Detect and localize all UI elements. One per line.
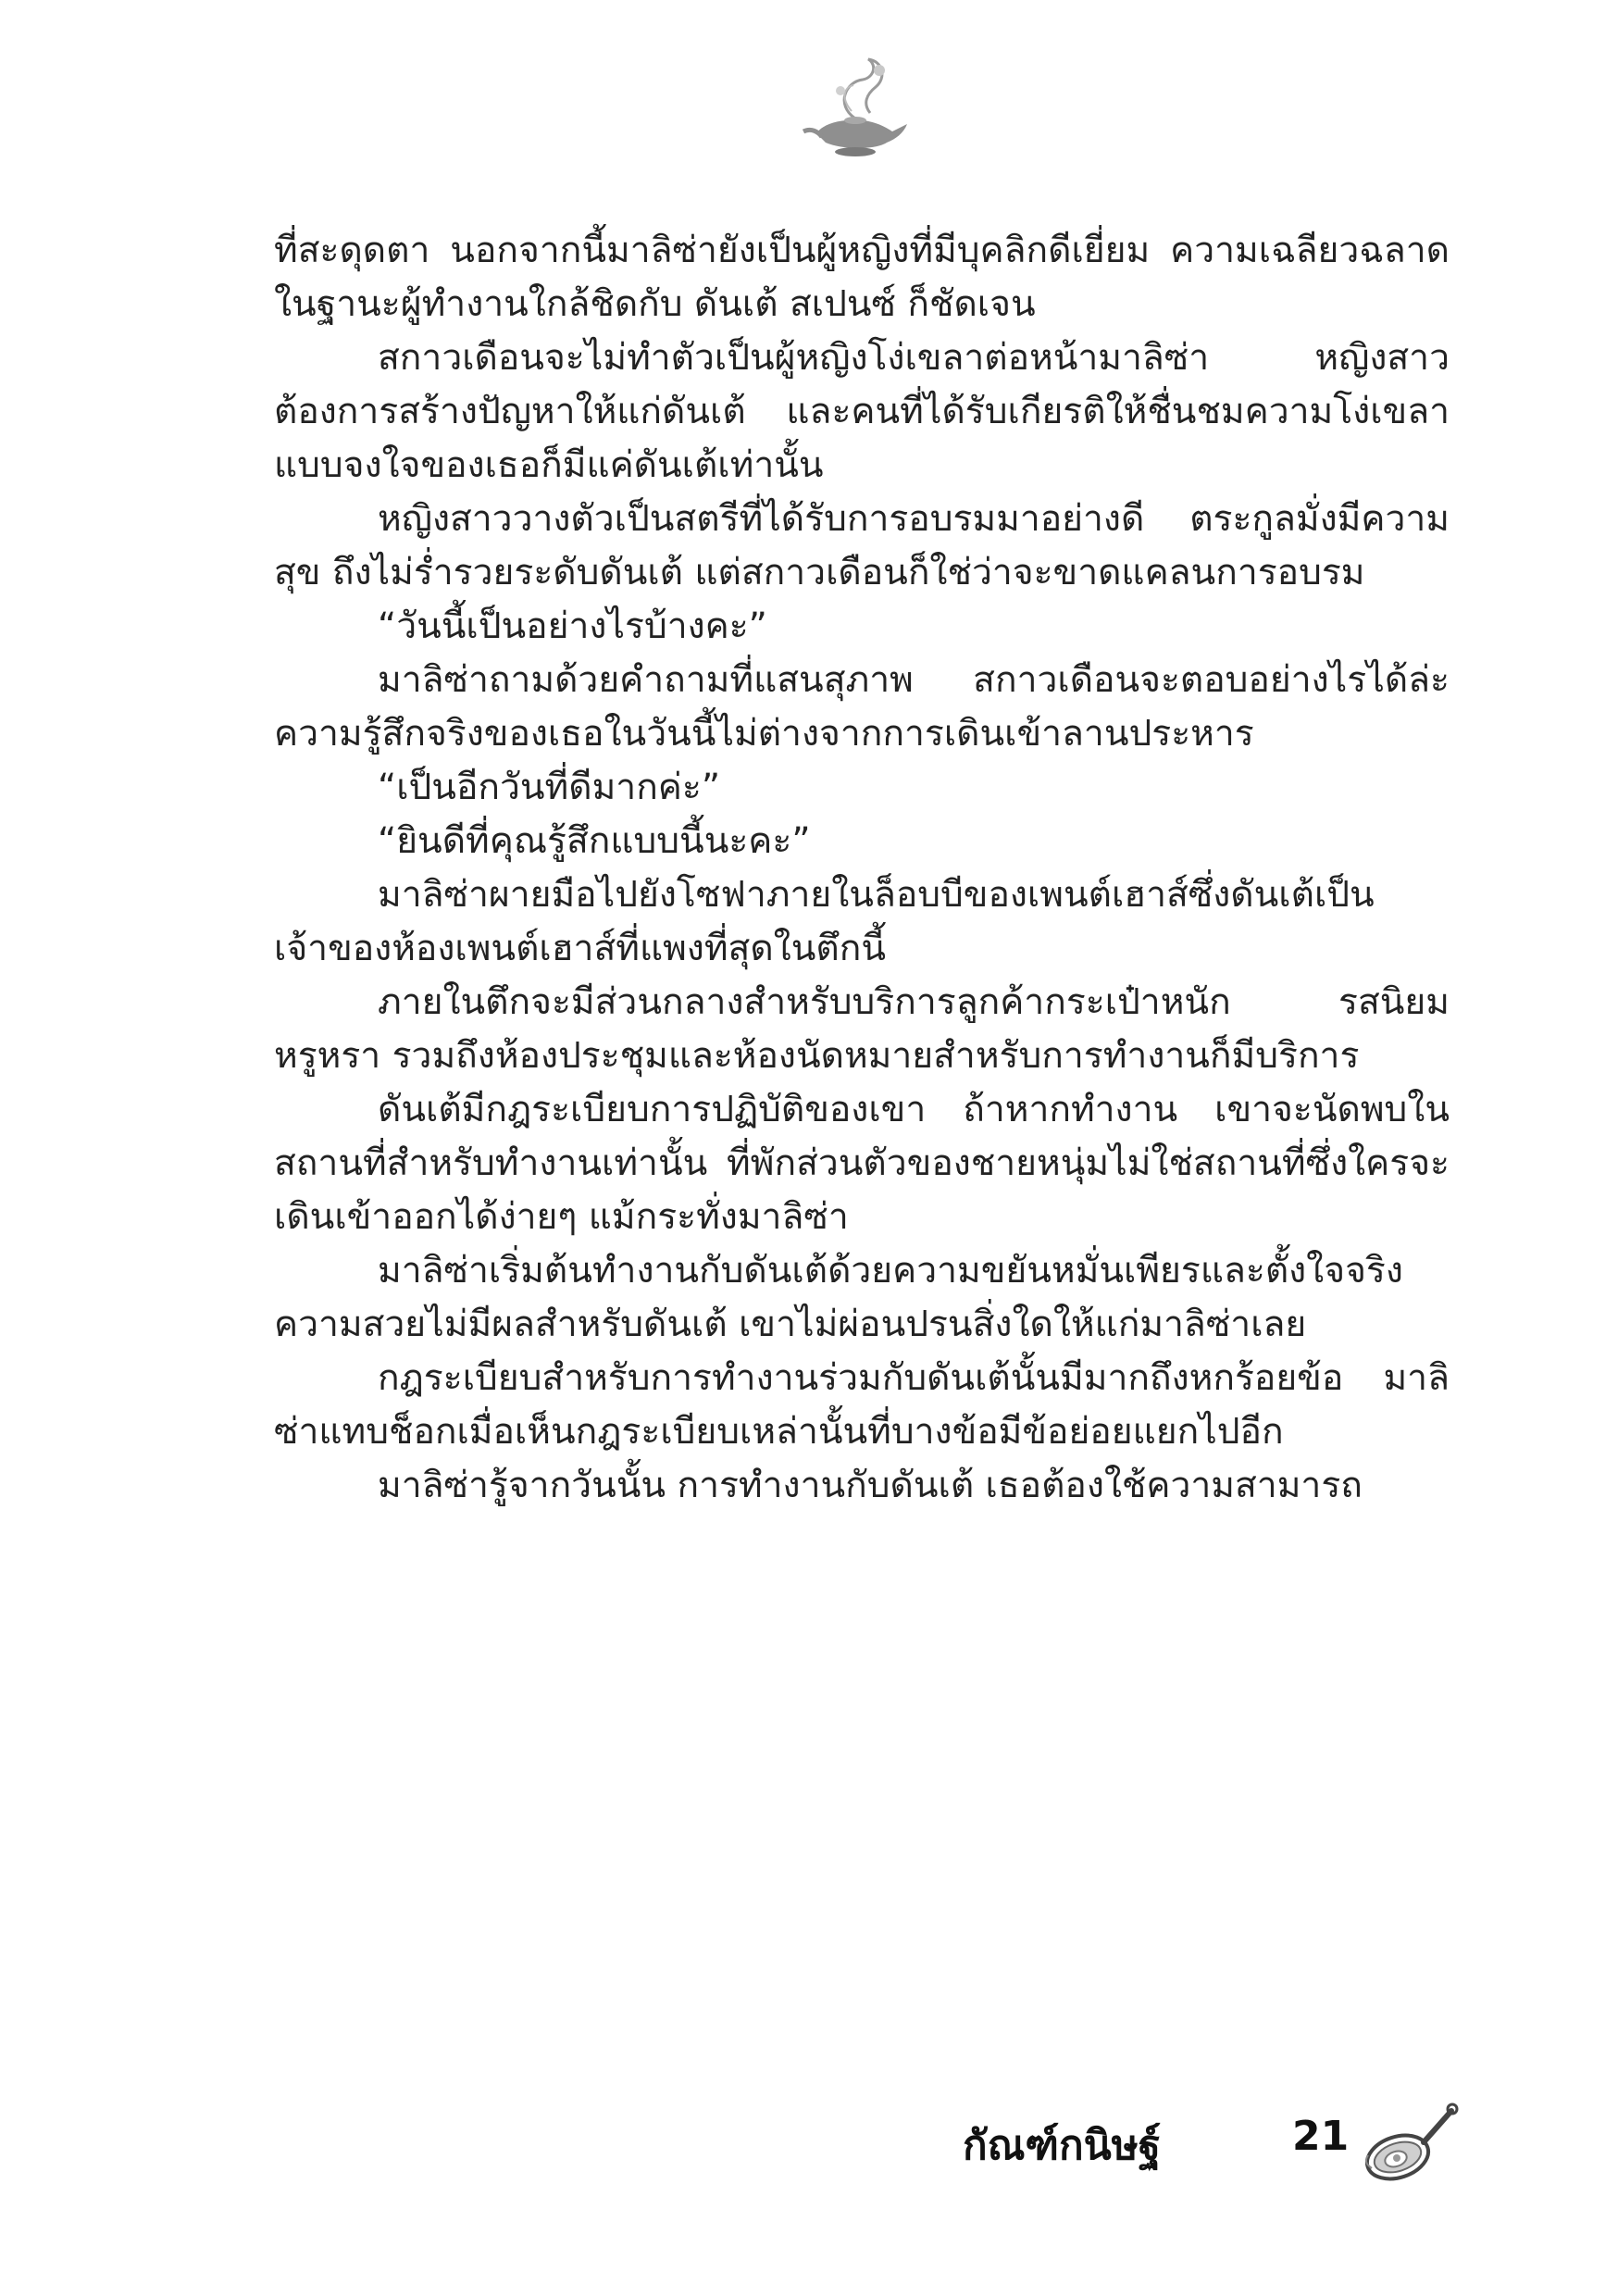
genie-lamp-icon bbox=[798, 54, 918, 165]
dialogue-line: “ยินดีที่คุณรู้สึกแบบนี้นะคะ” bbox=[378, 820, 811, 862]
book-title: กัณฑ์กนิษฐ์ bbox=[963, 2122, 1161, 2169]
dialogue-line: “วันนี้เป็นอย่างไรบ้างคะ” bbox=[378, 605, 767, 647]
paragraph: สกาวเดือนจะไม่ทำตัวเป็นผู้หญิงโง่เขลาต่อหน้ามาลิซ่า หญิงสาวต้องการสร้างปัญหาให้แก่ดันเต้ และคนที่ได้รับเกียรติให้ชื่นชมความโง่เขลาแบบจงใจของเธอก็มีแค่ดันเต้เท่านั้น bbox=[274, 337, 1450, 486]
paragraph: ภายในตึกจะมีส่วนกลางสำหรับบริการลูกค้ากระเป๋าหนัก รสนิยมหรูหรา รวมถึงห้องประชุมและห้องนัดหมายสำหรับการทำงานก็มีบริการ bbox=[274, 981, 1450, 1077]
paragraph: ดันเต้มีกฎระเบียบการปฏิบัติของเขา ถ้าหากทำงาน เขาจะนัดพบในสถานที่สำหรับทำงานเท่านั้น ที่พักส่วนตัวของชายหนุ่มไม่ใช่สถานที่ซึ่งใครจะเดินเข้าออกได้ง่ายๆ แม้กระทั่งมาลิซ่า bbox=[274, 1089, 1450, 1238]
page-number: 21 bbox=[1292, 2113, 1350, 2160]
paragraph: มาลิซ่าถามด้วยคำถามที่แสนสุภาพ สกาวเดือนจะตอบอย่างไรได้ล่ะ ความรู้สึกจริงของเธอในวันนี้ไม่ต่างจากการเดินเข้าลานประหาร bbox=[274, 659, 1450, 755]
paragraph: หญิงสาววางตัวเป็นสตรีที่ได้รับการอบรมมาอย่างดี ตระกูลมั่งมีความสุข ถึงไม่ร่ำรวยระดับดันเต้ แต่สกาวเดือนก็ใช่ว่าจะขาดแคลนการอบรม bbox=[274, 498, 1450, 593]
paragraph: มาลิซ่าเริ่มต้นทำงานกับดันเต้ด้วยความขยันหมั่นเพียรและตั้งใจจริง ความสวยไม่มีผลสำหรับดันเต้ เขาไม่ผ่อนปรนสิ่งใดให้แก่มาลิซ่าเลย bbox=[274, 1250, 1403, 1345]
paragraph: ที่สะดุดตา นอกจากนี้มาลิซ่ายังเป็นผู้หญิงที่มีบุคลิกดีเยี่ยม ความเฉลียวฉลาดในฐานะผู้ทำงานใกล้ชิดกับ ดันเต้ สเปนซ์ ก็ชัดเจน bbox=[274, 230, 1450, 325]
paragraph: มาลิซ่ารู้จากวันนั้น การทำงานกับดันเต้ เธอต้องใช้ความสามารถ bbox=[378, 1465, 1363, 1506]
paragraph: มาลิซ่าผายมือไปยังโซฟาภายในล็อบบีของเพนต์เฮาส์ซึ่งดันเต้เป็นเจ้าของห้องเพนต์เฮาส์ที่แพงที่สุดในตึกนี้ bbox=[274, 874, 1375, 969]
frying-pan-icon bbox=[1359, 2094, 1461, 2196]
body-text bbox=[274, 224, 1450, 1513]
paragraph: กฎระเบียบสำหรับการทำงานร่วมกับดันเต้นั้นมีมากถึงหกร้อยข้อ มาลิซ่าแทบช็อกเมื่อเห็นกฎระเบียบเหล่านั้นที่บางข้อมีข้อย่อยแยกไปอีก bbox=[274, 1357, 1450, 1453]
page-footer bbox=[963, 2094, 1462, 2205]
dialogue-line: “เป็นอีกวันที่ดีมากค่ะ” bbox=[378, 767, 721, 808]
